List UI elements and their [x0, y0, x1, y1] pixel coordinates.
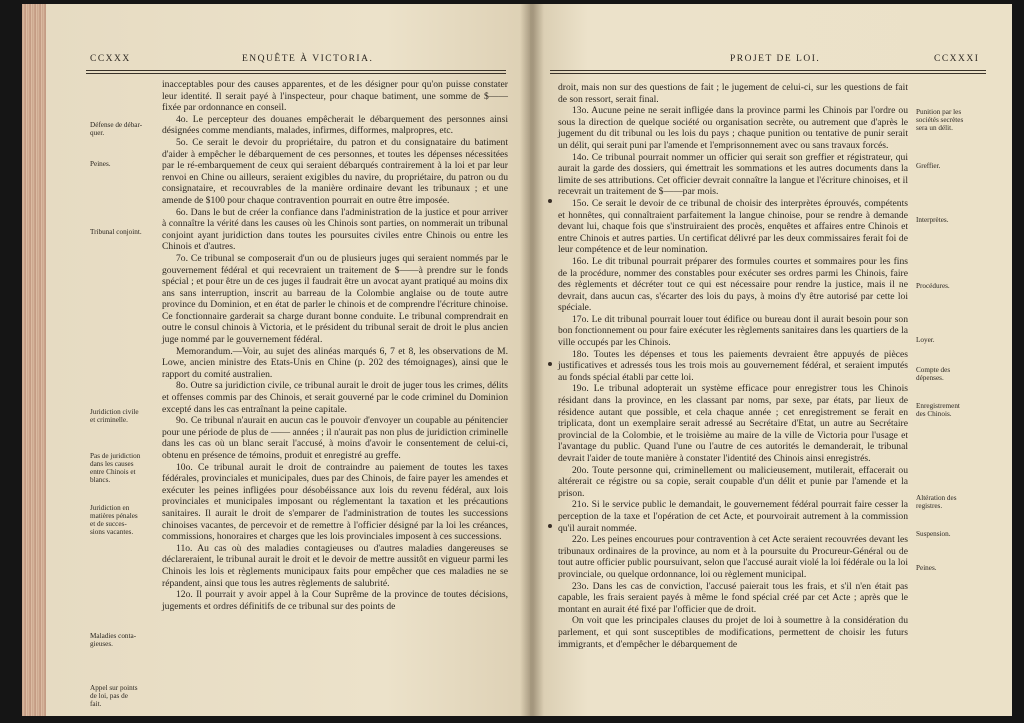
margin-note-2: Peines.: [90, 160, 111, 168]
paragraph: 18o. Toutes les dépenses et tous les paiements devraient être appuyés de pièces justificatives et adressés tous les trois mois au gouvernement fédéral, et seraient imputés au fonds spécial établi par cette loi.: [558, 348, 908, 383]
left-page: [46, 4, 530, 716]
right-page-number: CCXXXI: [934, 54, 980, 64]
paragraph: 4o. Le percepteur des douanes empêcherait le débarquement des personnes ainsi désignées comme mendiants, malades, infirmes, difformes, malpropres, etc.: [162, 113, 508, 137]
paragraph: 13o. Aucune peine ne serait infligée dans la province parmi les Chinois par l'ordre ou sous la direction de quelque société ou organisation secrète, ou autrement que d'après le jugement du dit tribunal ou les lois du pays ; chaque punition ou tentative de punir serait un délit, qui serait puni par l'amende et l'emprisonnement avec ou sans travaux forcés.: [558, 105, 908, 151]
binding-hole: [548, 524, 552, 528]
margin-note-r4: Procédures.: [916, 282, 950, 290]
margin-note-r8: Altération des registres.: [916, 494, 957, 510]
paragraph: 22o. Les peines encourues pour contravention à cet Acte seraient recouvrées devant les tribunaux ordinaires de la province, au nom et à la poursuite du Procureur-Général ou de tout autre officier public poursuivant, selon que l'accusé aurait violé la loi fédérale ou la loi provinciale, ou quelque ordonnance, loi ou règlement municipal.: [558, 534, 908, 580]
left-page-number: CCXXX: [90, 54, 131, 64]
paragraph: 11o. Au cas où des maladies contagieuses ou d'autres maladies dangereuses se déclareraient, le tribunal aurait le droit et le devoir de mettre aussitôt en vigueur parmi les Chinois les lois et règlements municipaux faits pour empêcher que ces maladies ne se répandent, ainsi que tous les autres règlements de salubrité.: [162, 542, 508, 589]
right-running-title: PROJET DE LOI.: [730, 54, 821, 64]
book-gutter: [520, 4, 544, 716]
margin-note-3: Tribunal conjoint.: [90, 228, 142, 236]
paragraph: 14o. Ce tribunal pourrait nommer un officier qui serait son greffier et régistrateur, qui aurait la garde des dossiers, qui émettrait les sommations et les autres documents dans la limite de ses attributions. Cet officier devrait connaître la langue et l'écriture chinoises, et il recevrait un traitement de $——par mois.: [558, 151, 909, 198]
binding-hole: [548, 362, 552, 366]
paragraph: 23o. Dans les cas de conviction, l'accusé paierait tous les frais, et s'il n'en était pas capable, les frais seraient payés à même le fond spécial créé par cet Acte ; après que le montant en aurait été fixé par l'officier que de droit.: [558, 580, 908, 615]
left-header-rule: [86, 70, 506, 71]
right-body-text: [558, 82, 908, 650]
paragraph: 20o. Toute personne qui, criminellement ou malicieusement, mutilerait, effacerait ou altérerait ce régistre ou sa copie, serait coupable d'un délit et punie par l'amende et la prison.: [558, 464, 908, 499]
paragraph: 21o. Si le service public le demandait, le gouvernement fédéral pourrait faire cesser la perception de la taxe et l'opération de cet Acte, et pourvoirait autrement à la commission qu'il aurait nommée.: [558, 499, 908, 534]
right-page: [530, 4, 1012, 716]
binding-hole: [548, 199, 552, 203]
paragraph: 17o. Le dit tribunal pourrait louer tout édifice ou bureau dont il aurait besoin pour son bon fonctionnement ou pour faire exécuter les règlements sanitaires dans les quartiers de la ville occupés par les Chinois.: [558, 313, 908, 349]
margin-note-8: Appel sur points de loi, pas de fait.: [90, 684, 138, 708]
left-running-title: ENQUÊTE À VICTORIA.: [242, 54, 374, 64]
margin-note-r6: Compte des dépenses.: [916, 366, 951, 382]
paragraph: 8o. Outre sa juridiction civile, ce tribunal aurait le droit de juger tous les crimes, délits et offenses commis par des Chinois, et serait gouverné par le code criminel du Dominion excepté dans les cas entraînant la peine capitale.: [162, 380, 508, 415]
left-header-rule-thin: [86, 73, 506, 74]
paragraph: 10o. Ce tribunal aurait le droit de contraindre au paiement de toutes les taxes fédérales, provinciales et municipales, dues par des Chinois, de faire payer les amendes et exécuter les peines infligées pour désobéissance aux lois du revenu fédéral, aux lois provinciales et municipales imposant ou réglementant la taxation et les précautions sanitaires. Il aurait le droit de s'emparer de l'administration de toutes les successions chinoises vacantes, de percevoir et de remettre à l'officier désigné par la loi les créances, commissions, honoraires et charges que les lois provinciales imposent à ces successions.: [162, 461, 508, 543]
margin-note-r3: Interprètes.: [916, 216, 949, 224]
paragraph: 15o. Ce serait le devoir de ce tribunal de choisir des interprètes éprouvés, compétents et honnêtes, qui connaîtraient parfaitement la langue chinoise, pour se rendre à demande devant lui, chaque fois que s'instruiraient des procès, enquêtes et affaires entre Chinois et entre Chinois et autres parties. Un certificat délivré par les deux commissaires ferait foi de leur compétence et de leur nomination.: [558, 197, 908, 256]
margin-note-5: Pas de juridiction dans les causes entre Chinois et blancs.: [90, 452, 141, 484]
paragraph: 9o. Ce tribunal n'aurait en aucun cas le pouvoir d'envoyer un coupable au pénitencier pour une période de plus de —— années ; il n'aurait pas non plus de juridiction criminelle dans les cas où un blanc serait l'accusé, à moins d'avoir le consentement de celui-ci, obtenu en présence de témoins, produit et enregistré au greffe.: [162, 415, 508, 461]
paragraph: 16o. Le dit tribunal pourrait préparer des formules courtes et sommaires pour les fins de la procédure, nommer des constables pour exécuter ses ordres parmi les Chinois, faire des règlements et décréter tout ce qui est nécessaire pour rendre la justice, mais il ne devrait, dans aucun cas, s'écarter des lois du pays, à moins d'y être autorisé par cette loi spéciale.: [558, 255, 908, 314]
right-header-rule-thin: [550, 73, 986, 74]
paragraph: 12o. Il pourrait y avoir appel à la Cour Suprême de la province de toutes décisions, jugements et ordres définitifs de ce tribunal sur des points de: [162, 589, 508, 612]
margin-note-r9: Suspension.: [916, 530, 951, 538]
margin-note-r7: Enregistrement des Chinois.: [916, 402, 960, 418]
paragraph: droit, mais non sur des questions de fait ; le jugement de celui-ci, sur les questions de fait de son ressort, serait final.: [558, 82, 908, 105]
margin-note-r5: Loyer.: [916, 336, 935, 344]
paragraph: On voit que les principales clauses du projet de loi à soumettre à la considération du parlement, et qui sont susceptibles de modifications, permettent de choisir les futurs immigrants, et d'empêcher le débarquement de: [558, 615, 908, 650]
paragraph: 5o. Ce serait le devoir du propriétaire, du patron et du consignataire du batiment d'aider à empêcher le débarquement de ces personnes, et toutes les dépenses nécessitées par le ré-embarquement de ceux qui seraient débarqués contrairement à la loi et par leur renvoi en Chine ou ailleurs, seraient exigibles du navire, du propriétaire, du patron ou du consignataire, et recouvrables de la manière ordinaire devant les tribunaux ; et une amende de $100 pour chaque contravention pourrait en outre être imposée.: [162, 136, 508, 206]
right-header-rule: [550, 70, 986, 71]
paragraph: 7o. Ce tribunal se composerait d'un ou de plusieurs juges qui seraient nommés par le gouvernement fédéral et qui recevraient un traitement de $——à prendre sur le fonds spécial ; et pour être un de ces juges il faudrait être un avocat ayant pratiqué au moins dix ans sans interruption, inscrit au barreau de la Colombie anglaise ou de toute autre province du Dominion, et en état de parler le chinois et de comprendre l'écriture chinoise. Ce fonctionnaire garderait sa charge durant bonne conduite. Le tribunal comprendrait en outre le consul chinois à Victoria, et le président du tribunal serait de droit le plus ancien juge nommé par le gouvernement fédéral.: [162, 252, 508, 346]
margin-note-1: Défense de débar- quer.: [90, 121, 143, 137]
margin-note-r10: Peines.: [916, 564, 937, 572]
margin-note-4: Juridiction civile et criminelle.: [90, 408, 139, 424]
paragraph: inacceptables pour des causes apparentes, et de les désigner pour qu'on puisse constater leur identité. Il serait payé à l'inspecteur, pour chaque batiment, une somme de $——fixée par ordonnance en conseil.: [162, 79, 508, 114]
margin-note-7: Maladies conta- gieuses.: [90, 632, 137, 648]
memorandum-paragraph: Memorandum.—Voir, au sujet des alinéas marqués 6, 7 et 8, les observations de M. Lowe, ancien ministre des Etats-Unis en Chine (p. 202 des témoignages), ainsi que le rapport du comité australien.: [162, 345, 508, 380]
paragraph: 19o. Le tribunal adopterait un système efficace pour enregistrer tous les Chinois résidant dans la province, en les classant par noms, par sexe, par états, par lieux de résidence autant que possible, et cela chaque année ; cet enregistrement se ferait en triplicata, dont un exemplaire serait adressé au Secrétaire d'Etat, un autre au Secrétaire provincial de la Colombie, et le troisième au maire de la ville de Victoria pour l'usage et l'avantage du public. Quand l'une ou l'autre de ces autorités le demanderait, le tribunal devrait l'aider de toute manière à constater l'identité des Chinois ainsi enregistrés.: [558, 383, 908, 464]
paragraph: 6o. Dans le but de créer la confiance dans l'administration de la justice et pour arriver à connaître la vérité dans les causes où les Chinois sont parties, on nommerait un tribunal conjoint ayant juridiction dans toutes les poursuites civiles entre Chinois ou entre les Chinois et d'autres.: [162, 206, 508, 253]
margin-note-6: Juridiction en matières pénales et de succes- sions vacantes.: [90, 504, 138, 536]
margin-note-r1: Punition par les sociétés secrètes sera un délit.: [916, 108, 964, 132]
margin-note-r2: Greffier.: [916, 162, 941, 170]
left-body-text: [162, 79, 508, 612]
